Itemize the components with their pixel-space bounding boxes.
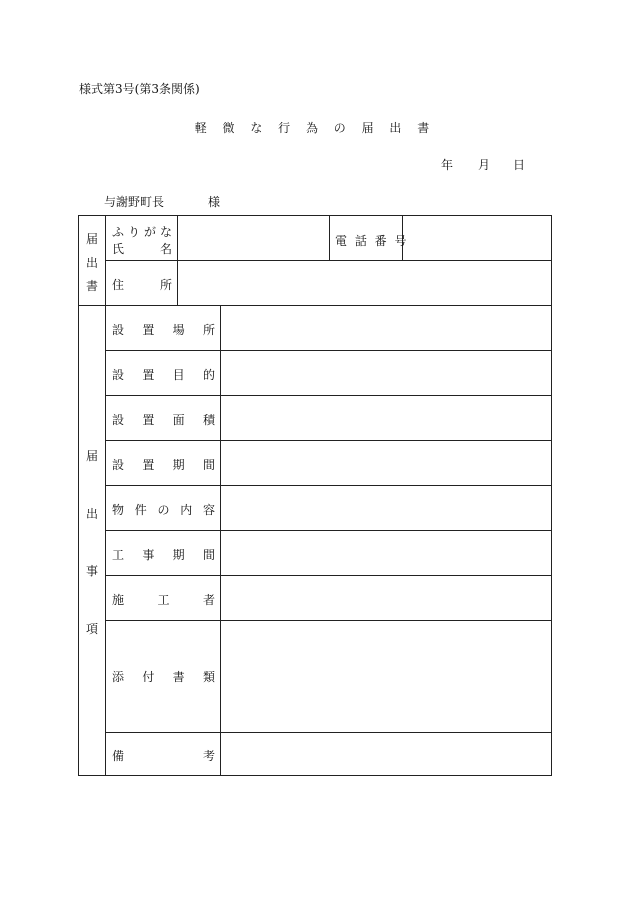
phone-field[interactable] xyxy=(403,217,551,260)
honorific: 様 xyxy=(208,195,221,209)
installation-purpose-field[interactable] xyxy=(221,351,551,395)
row-label-construction-period: 工 事 期 間 xyxy=(112,548,215,562)
installation-area-field[interactable] xyxy=(221,396,551,440)
row-label-installation-period: 設 置 期 間 xyxy=(112,458,215,472)
date-year-label: 年 xyxy=(441,158,454,172)
row-label-installation-area: 設 置 面 積 xyxy=(112,413,215,427)
name-label: 氏 名 xyxy=(112,242,172,256)
notifier-section-label xyxy=(83,230,101,294)
section-char: 届 xyxy=(85,449,98,463)
row-label-contractor: 施 工 者 xyxy=(112,593,215,607)
remarks-field[interactable] xyxy=(221,733,551,775)
phone-label: 電 話 番 号 xyxy=(335,234,409,248)
construction-period-field[interactable] xyxy=(221,531,551,575)
installation-site-field[interactable] xyxy=(221,306,551,350)
date-day-label: 日 xyxy=(513,158,526,172)
furigana-label: ふ り が な xyxy=(112,225,172,239)
section-char: 出 xyxy=(85,506,98,521)
attached-documents-field[interactable] xyxy=(221,621,551,732)
name-field[interactable] xyxy=(178,217,328,260)
section-char: 項 xyxy=(85,621,98,636)
date-month-label: 月 xyxy=(478,158,491,172)
section-char: 出 xyxy=(85,255,98,270)
notification-form-table xyxy=(78,215,552,776)
contractor-field[interactable] xyxy=(221,576,551,620)
row-label-installation-purpose: 設 置 目 的 xyxy=(112,368,215,382)
object-details-field[interactable] xyxy=(221,486,551,530)
row-label-object-details: 物 件 の 内 容 xyxy=(112,503,215,517)
section-char: 事 xyxy=(85,564,98,579)
address-field[interactable] xyxy=(178,262,551,304)
document-title: 軽 微 な 行 為 の 届 出 書 xyxy=(194,121,436,135)
row-label-installation-site: 設 置 場 所 xyxy=(112,323,215,337)
section-char: 届 xyxy=(85,232,98,246)
row-label-remarks: 備 考 xyxy=(112,749,215,763)
section-char: 書 xyxy=(85,279,98,293)
address-label: 住 所 xyxy=(112,278,172,292)
matters-section-label xyxy=(83,447,101,637)
row-label-attached-documents: 添 付 書 類 xyxy=(112,670,215,684)
form-number: 様式第3号(第3条関係) xyxy=(79,82,200,96)
addressee: 与謝野町長 xyxy=(104,195,165,209)
installation-period-field[interactable] xyxy=(221,441,551,485)
